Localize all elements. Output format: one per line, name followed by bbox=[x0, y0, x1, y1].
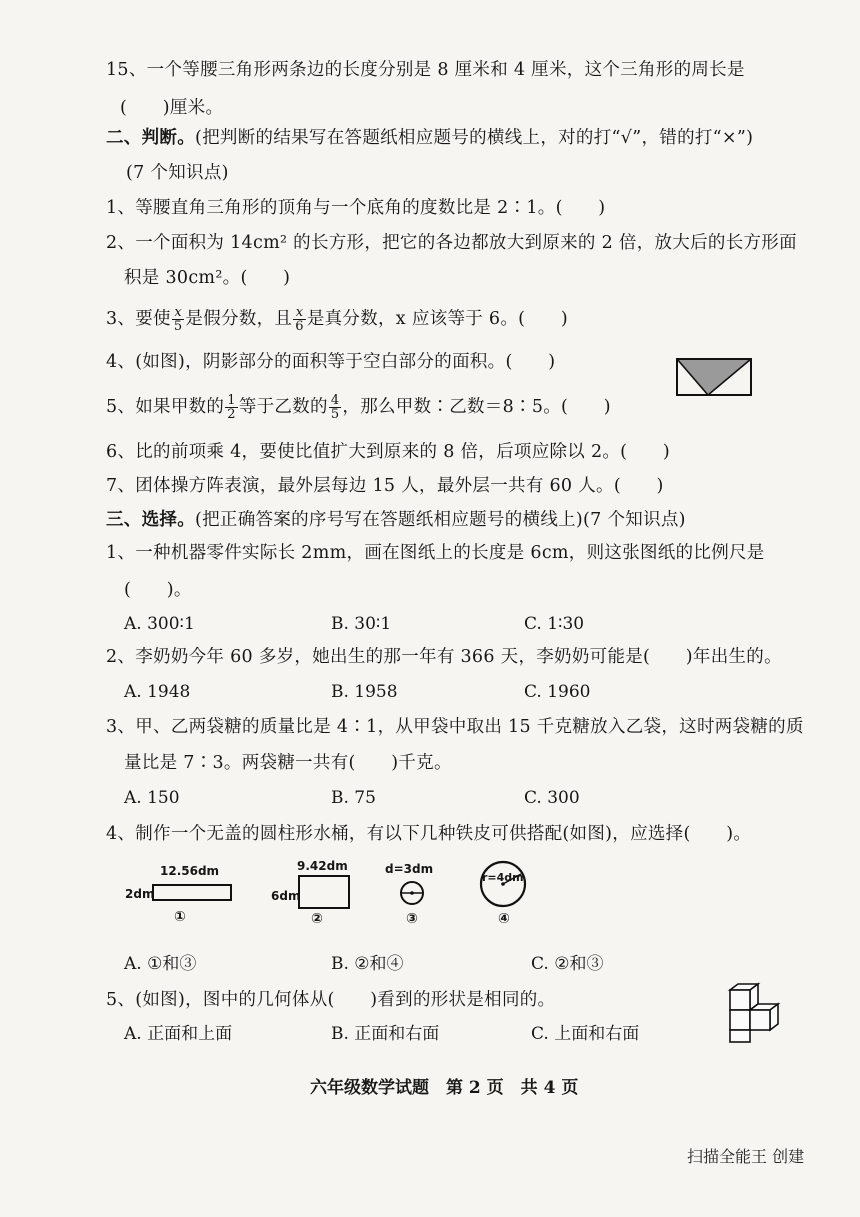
choice-q4-option-a: A. ①和③ bbox=[124, 954, 197, 974]
shaded-region bbox=[678, 360, 750, 394]
fig2-rectangle bbox=[298, 875, 350, 909]
choice-q1-option-c: C. 1∶30 bbox=[524, 614, 585, 634]
judge-item-7: 7、团体操方阵表演，最外层每边 15 人，最外层一共有 60 人。( ) bbox=[106, 476, 664, 496]
judge-item-3 bbox=[106, 306, 568, 333]
choice-q4-line1: 4、制作一个无盖的圆柱形水桶，有以下几种铁皮可供搭配(如图)，应选择( )。 bbox=[106, 824, 752, 844]
q15-unit: 厘米。 bbox=[169, 98, 224, 118]
choice-q3-option-b: B. 75 bbox=[331, 788, 376, 808]
choice-q1-option-b: B. 30∶1 bbox=[331, 614, 392, 634]
choice-q2-line1: 2、李奶奶今年 60 多岁，她出生的那一年有 366 天，李奶奶可能是( )年出生的。 bbox=[106, 647, 782, 667]
answer-paren: ( ) bbox=[120, 98, 170, 118]
fraction-numerator: x bbox=[293, 306, 306, 320]
section2-title: 二、判断。 bbox=[106, 128, 195, 148]
judge-item-3-text-c: 是真分数，x 应该等于 6。( ) bbox=[306, 309, 568, 329]
choice-q3-option-a: A. 150 bbox=[124, 788, 180, 808]
section3-heading bbox=[106, 508, 686, 532]
page-footer: 六年级数学试题 第 2 页 共 4 页 bbox=[310, 1078, 579, 1098]
choice-q5-option-c: C. 上面和右面 bbox=[531, 1024, 640, 1044]
judge-item-5-text-b: 等于乙数的 bbox=[238, 397, 328, 417]
choice-q3-line1: 3、甲、乙两袋糖的质量比是 4∶1，从甲袋中取出 15 千克糖放入乙袋，这时两袋糖的质 bbox=[106, 717, 804, 737]
fraction-x-over-6 bbox=[293, 306, 306, 333]
q15-line2 bbox=[120, 96, 223, 120]
fig1-top-label: 12.56dm bbox=[160, 864, 220, 878]
choice-q1-option-a: A. 300∶1 bbox=[124, 614, 195, 634]
fraction-denominator: 5 bbox=[173, 319, 183, 334]
choice-q2-option-c: C. 1960 bbox=[524, 682, 591, 702]
fraction-4-over-5 bbox=[329, 394, 342, 421]
cubes-figure bbox=[720, 982, 784, 1044]
fig1-side-label: 2dm bbox=[125, 887, 155, 901]
fig4-label: r=4dm bbox=[482, 871, 524, 884]
fig3-circle bbox=[399, 880, 425, 906]
choice-q4-option-c: C. ②和③ bbox=[531, 954, 604, 974]
fraction-numerator: 1 bbox=[227, 393, 236, 408]
fig4-number: ④ bbox=[498, 911, 510, 927]
fraction-denominator: 2 bbox=[227, 407, 236, 422]
fraction-numerator: 4 bbox=[330, 393, 340, 408]
scanner-watermark: 扫描全能王 创建 bbox=[687, 1147, 805, 1166]
fig2-side-label: 6dm bbox=[271, 889, 301, 903]
section3-title: 三、选择。 bbox=[106, 510, 195, 530]
fraction-denominator: 5 bbox=[330, 407, 340, 422]
judge-item-6: 6、比的前项乘 4，要使比值扩大到原来的 8 倍，后项应除以 2。( ) bbox=[106, 442, 671, 462]
judge-item-2-line2: 积是 30cm²。( ) bbox=[124, 268, 291, 288]
judge-item-5-text-c: ，那么甲数∶乙数＝8∶5。( ) bbox=[342, 397, 611, 417]
choice-q1-line1: 1、一种机器零件实际长 2mm，画在图纸上的长度是 6cm，则这张图纸的比例尺是 bbox=[106, 543, 765, 563]
choice-q1-line2: ( )。 bbox=[124, 580, 192, 600]
section2-heading bbox=[106, 126, 753, 150]
fraction-x-over-5 bbox=[172, 306, 185, 333]
judge-item-3-text-b: 是假分数，且 bbox=[185, 309, 293, 329]
judge-item-5 bbox=[106, 394, 611, 421]
choice-q4-option-b: B. ②和④ bbox=[331, 954, 404, 974]
section2-instruction: (把判断的结果写在答题纸相应题号的横线上，对的打“√”，错的打“×”) bbox=[195, 128, 754, 148]
shaded-triangle-figure bbox=[674, 356, 754, 398]
fig4-circle bbox=[478, 859, 528, 909]
fig2-number: ② bbox=[311, 911, 323, 927]
fig1-number: ① bbox=[174, 909, 186, 925]
choice-q2-option-b: B. 1958 bbox=[331, 682, 398, 702]
judge-item-4: 4、(如图)，阴影部分的面积等于空白部分的面积。( ) bbox=[106, 352, 556, 372]
fig1-rectangle bbox=[152, 884, 232, 901]
judge-item-1: 1、等腰直角三角形的顶角与一个底角的度数比是 2∶1。( ) bbox=[106, 198, 606, 218]
choice-q5-option-b: B. 正面和右面 bbox=[331, 1024, 440, 1044]
judge-item-5-text-a: 5、如果甲数的 bbox=[106, 397, 225, 417]
judge-item-3-text-a: 3、要使 bbox=[106, 309, 171, 329]
judge-item-2-line1: 2、一个面积为 14cm² 的长方形，把它的各边都放大到原来的 2 倍，放大后的长方形面 bbox=[106, 233, 797, 253]
choice-q2-option-a: A. 1948 bbox=[124, 682, 191, 702]
fig3-number: ③ bbox=[406, 911, 418, 927]
fig3-top-label: d=3dm bbox=[385, 862, 434, 876]
fraction-denominator: 6 bbox=[295, 319, 304, 334]
fraction-numerator: x bbox=[172, 306, 185, 320]
choice-q3-option-c: C. 300 bbox=[524, 788, 580, 808]
choice-q5-line1: 5、(如图)，图中的几何体从( )看到的形状是相同的。 bbox=[106, 990, 556, 1010]
choice-q3-line2: 量比是 7∶3。两袋糖一共有( )千克。 bbox=[124, 753, 452, 773]
choice-q5-option-a: A. 正面和上面 bbox=[124, 1024, 233, 1044]
section2-knowledge: (7 个知识点) bbox=[126, 163, 229, 183]
fraction-1-over-2 bbox=[225, 394, 238, 421]
q15-line1: 15、一个等腰三角形两条边的长度分别是 8 厘米和 4 厘米，这个三角形的周长是 bbox=[106, 60, 745, 80]
section3-instruction: (把正确答案的序号写在答题纸相应题号的横线上)(7 个知识点) bbox=[195, 510, 686, 530]
fig2-top-label: 9.42dm bbox=[297, 859, 348, 873]
